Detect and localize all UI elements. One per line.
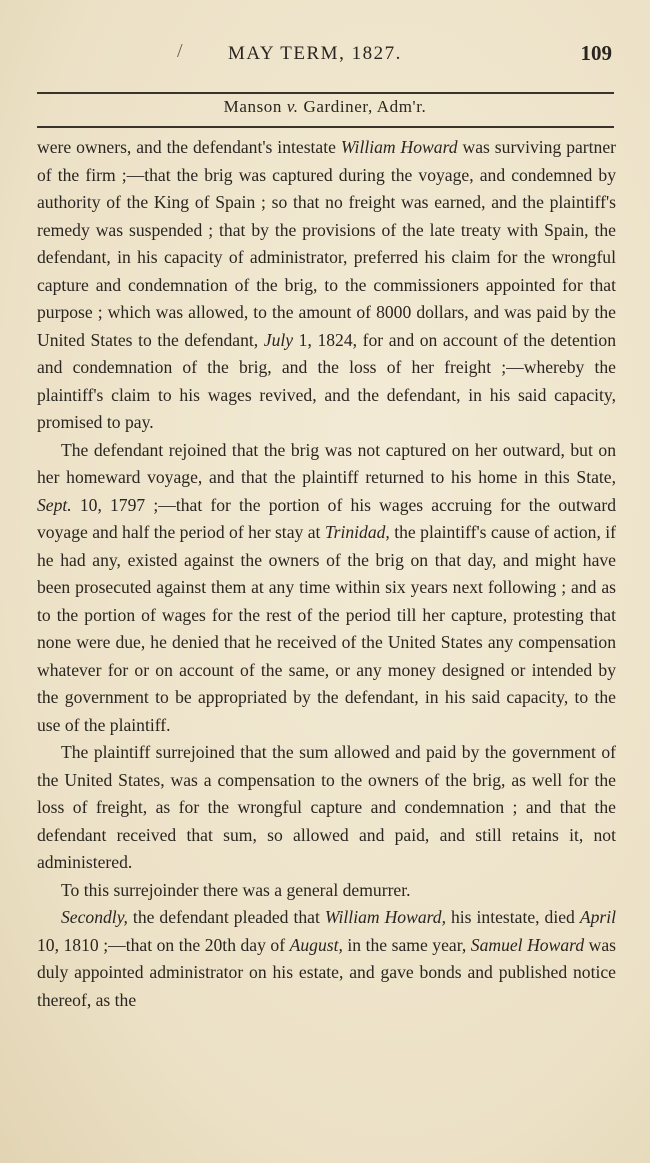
p5-name-samuel-howard: Samuel Howard (470, 934, 585, 955)
caption-party-2: Gardiner, Adm'r. (303, 97, 427, 116)
p5-date-april: April (579, 907, 616, 927)
p2-text-a: The defendant rejoined that the brig was not captured on her outward, but on her homeward voyage, and that the plaintiff returned to his home in this State, (37, 439, 616, 487)
paragraph-2 (37, 437, 616, 740)
p1-date-july: July (263, 329, 294, 350)
running-header (0, 40, 650, 70)
caption-versus: v. (286, 97, 299, 116)
p5-text-a: the defendant pleaded that (127, 907, 325, 927)
paragraph-4: To this surrejoinder there was a general demurrer. (61, 879, 411, 900)
p5-secondly: Secondly, (61, 907, 128, 927)
running-title: MAY TERM, 1827. (228, 43, 402, 64)
p5-text-b: his intestate, died (446, 907, 580, 927)
p5-text-d: in the same year, (342, 934, 471, 955)
caption-rule (37, 126, 614, 128)
p2-place-trinidad: Trinidad, (324, 522, 390, 542)
p5-text-c: 10, 1810 ;—that on the 20th day of (37, 934, 290, 955)
p1-text-b: was surviving partner of the firm ;—that the brig was captured during the voyage, and condemned by authority of the King of Spain ; so that no freight was earned, and the plaintiff's remedy was suspended ; that by the provisions of the late treaty with Spain, the defendant, in his capacity of administrator, preferred his claim for the wrongful capture and condemnation of the brig, to the commissioners appointed for that purpose ; which was allowed, to the amount of 8000 dollars, and was paid by the United States to the defendant, (37, 137, 617, 350)
p2-date-sept: Sept. (37, 494, 72, 515)
paragraph-1 (37, 134, 616, 437)
p5-date-august: August, (289, 934, 343, 955)
p2-text-b: 10, 1797 ;—that for the portion of his wages accruing for the outward voyage and half the period of her stay at (37, 494, 616, 542)
page-number: 109 (580, 41, 612, 65)
header-rule (37, 92, 614, 94)
body-text (37, 134, 616, 1014)
paragraph-3: The plaintiff surrejoined that the sum allowed and paid by the government of the United States, was a compensation to the owners of the brig, as well for the loss of freight, as for the wrongful capture and condemnation ; and that the defendant received that sum, so allowed and paid, and still retains it, not administered. (37, 742, 616, 872)
p1-name-william-howard: William Howard (340, 137, 458, 157)
p5-name-william-howard: William Howard, (324, 907, 446, 927)
p5-text-e: was duly appointed administrator on his estate, and gave bonds and published notice thereof, as the (37, 934, 617, 1010)
p1-text-c: 1, 1824, for and on account of the detention and condemnation of the brig, and the loss of her freight ;—whereby the plaintiff's claim to his wages revived, and the defendant, in his said capacity, promised to pay. (37, 329, 616, 432)
caption-party-1: Manson (223, 97, 282, 116)
case-caption (0, 97, 650, 117)
paragraph-5 (37, 904, 616, 1014)
margin-mark: / (177, 40, 183, 62)
p2-text-c: the plaintiff's cause of action, if he had any, existed against the owners of the brig on that day, and might have been prosecuted against them at any time within six years next following ; and as to the portion of wages for the rest of the period till her capture, protesting that none were due, he denied that he received of the United States any compensation whatever for or on account of the same, or any money designed or intended by the government to be appropriated by the defendant, in his said capacity, to the use of the plaintiff. (37, 522, 616, 735)
p1-text-a: were owners, and the defendant's intestate (37, 137, 341, 157)
